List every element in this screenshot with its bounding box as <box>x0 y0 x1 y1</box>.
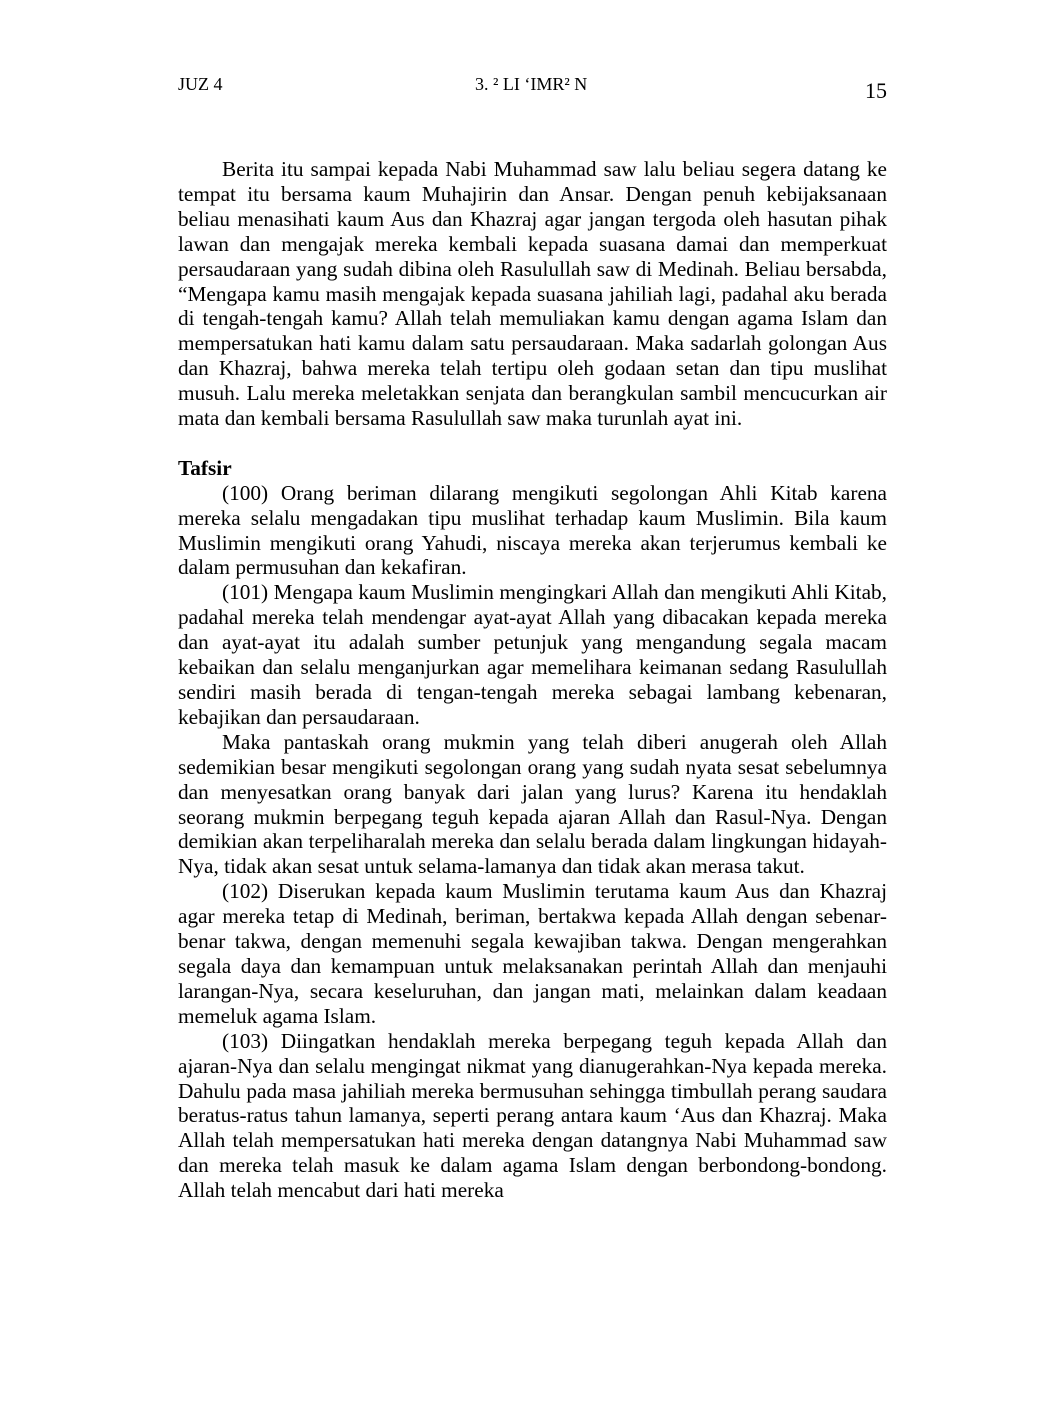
surah-title: 3. ² LI ‘IMR² N <box>475 74 588 94</box>
intro-paragraph: Berita itu sampai kepada Nabi Muhammad saw lalu beliau segera datang ke tempat itu bersama kaum Muhajirin dan Ansar. Dengan penuh kebijaksanaan beliau menasihati kaum Aus dan Khazraj agar jangan tergoda oleh hasutan pihak lawan dan mengajak mereka kembali kepada suasana damai dan memperkuat persaudaraan yang sudah dibina oleh Rasulullah saw di Medinah. Beliau bersabda, “Mengapa kamu masih mengajak kepada suasana jahiliah lagi, padahal aku berada di tengah-tengah kamu? Allah telah memuliakan kamu dengan agama Islam dan mempersatukan hati kamu dalam satu persaudaraan. Maka sadarlah golongan Aus dan Khazraj, bahwa mereka telah tertipu oleh godaan setan dan tipu muslihat musuh. Lalu mereka meletakkan senjata dan berangkulan sambil mencucurkan air mata dan kembali bersama Rasulullah saw maka turunlah ayat ini. <box>178 157 887 431</box>
tafsir-paragraph-101-continued: Maka pantaskah orang mukmin yang telah diberi anugerah oleh Allah sedemikian besar mengikuti segolongan orang yang sudah nyata sesat sebelumnya dan menyesatkan orang banyak dari jalan yang lurus? Karena itu hendaklah seorang mukmin berpegang teguh kepada ajaran Allah dan Rasul-Nya. Dengan demikian akan terpeliharalah mereka dan selalu berada dalam lingkungan hidayah-Nya, tidak akan sesat untuk selama-lamanya dan tidak akan merasa takut. <box>178 729 887 879</box>
section-title: Tafsir <box>178 455 232 480</box>
tafsir-paragraph-102: (102) Diserukan kepada kaum Muslimin terutama kaum Aus dan Khazraj agar mereka tetap di Medinah, beriman, bertakwa kepada Allah dengan sebenar-benar takwa, dengan memenuhi segala kewajiban takwa. Dengan mengerahkan segala daya dan kemampuan untuk melaksanakan perintah Allah dan menjauhi larangan-Nya, secara keseluruhan, dan jangan mati, melainkan dalam keadaan memeluk agama Islam. <box>178 879 887 1028</box>
page-content <box>178 157 887 1203</box>
tafsir-paragraph-103: (103) Diingatkan hendaklah mereka berpegang teguh kepada Allah dan ajaran-Nya dan selalu mengingat nikmat yang dianugerahkan-Nya kepada mereka. Dahulu pada masa jahiliah mereka bermusuhan sehingga timbullah perang saudara beratus-ratus tahun lamanya, seperti perang antara kaum ‘Aus dan Khazraj. Maka Allah telah mempersatukan hati mereka dengan datangnya Nabi Muhammad saw dan mereka telah masuk ke dalam agama Islam dengan berbondong-bondong. Allah telah mencabut dari hati mereka <box>178 1028 887 1203</box>
page-header <box>178 74 887 104</box>
tafsir-paragraph-100: (100) Orang beriman dilarang mengikuti segolongan Ahli Kitab karena mereka selalu mengadakan tipu muslihat terhadap kaum Muslimin. Bila kaum Muslimin mengikuti orang Yahudi, niscaya mereka akan terjerumus kembali ke dalam permusuhan dan kekafiran. <box>178 480 887 580</box>
juz-label: JUZ 4 <box>178 74 223 94</box>
tafsir-paragraph-101: (101) Mengapa kaum Muslimin mengingkari Allah dan mengikuti Ahli Kitab, padahal mereka telah mendengar ayat-ayat Allah yang dibacakan kepada mereka dan ayat-ayat itu adalah sumber petunjuk yang mengandung segala macam kebaikan dan selalu menganjurkan agar memelihara keimanan sedang Rasulullah sendiri masih berada di tengan-tengah mereka sebagai lambang kebenaran, kebajikan dan persaudaraan. <box>178 580 887 729</box>
page-number: 15 <box>865 78 887 103</box>
